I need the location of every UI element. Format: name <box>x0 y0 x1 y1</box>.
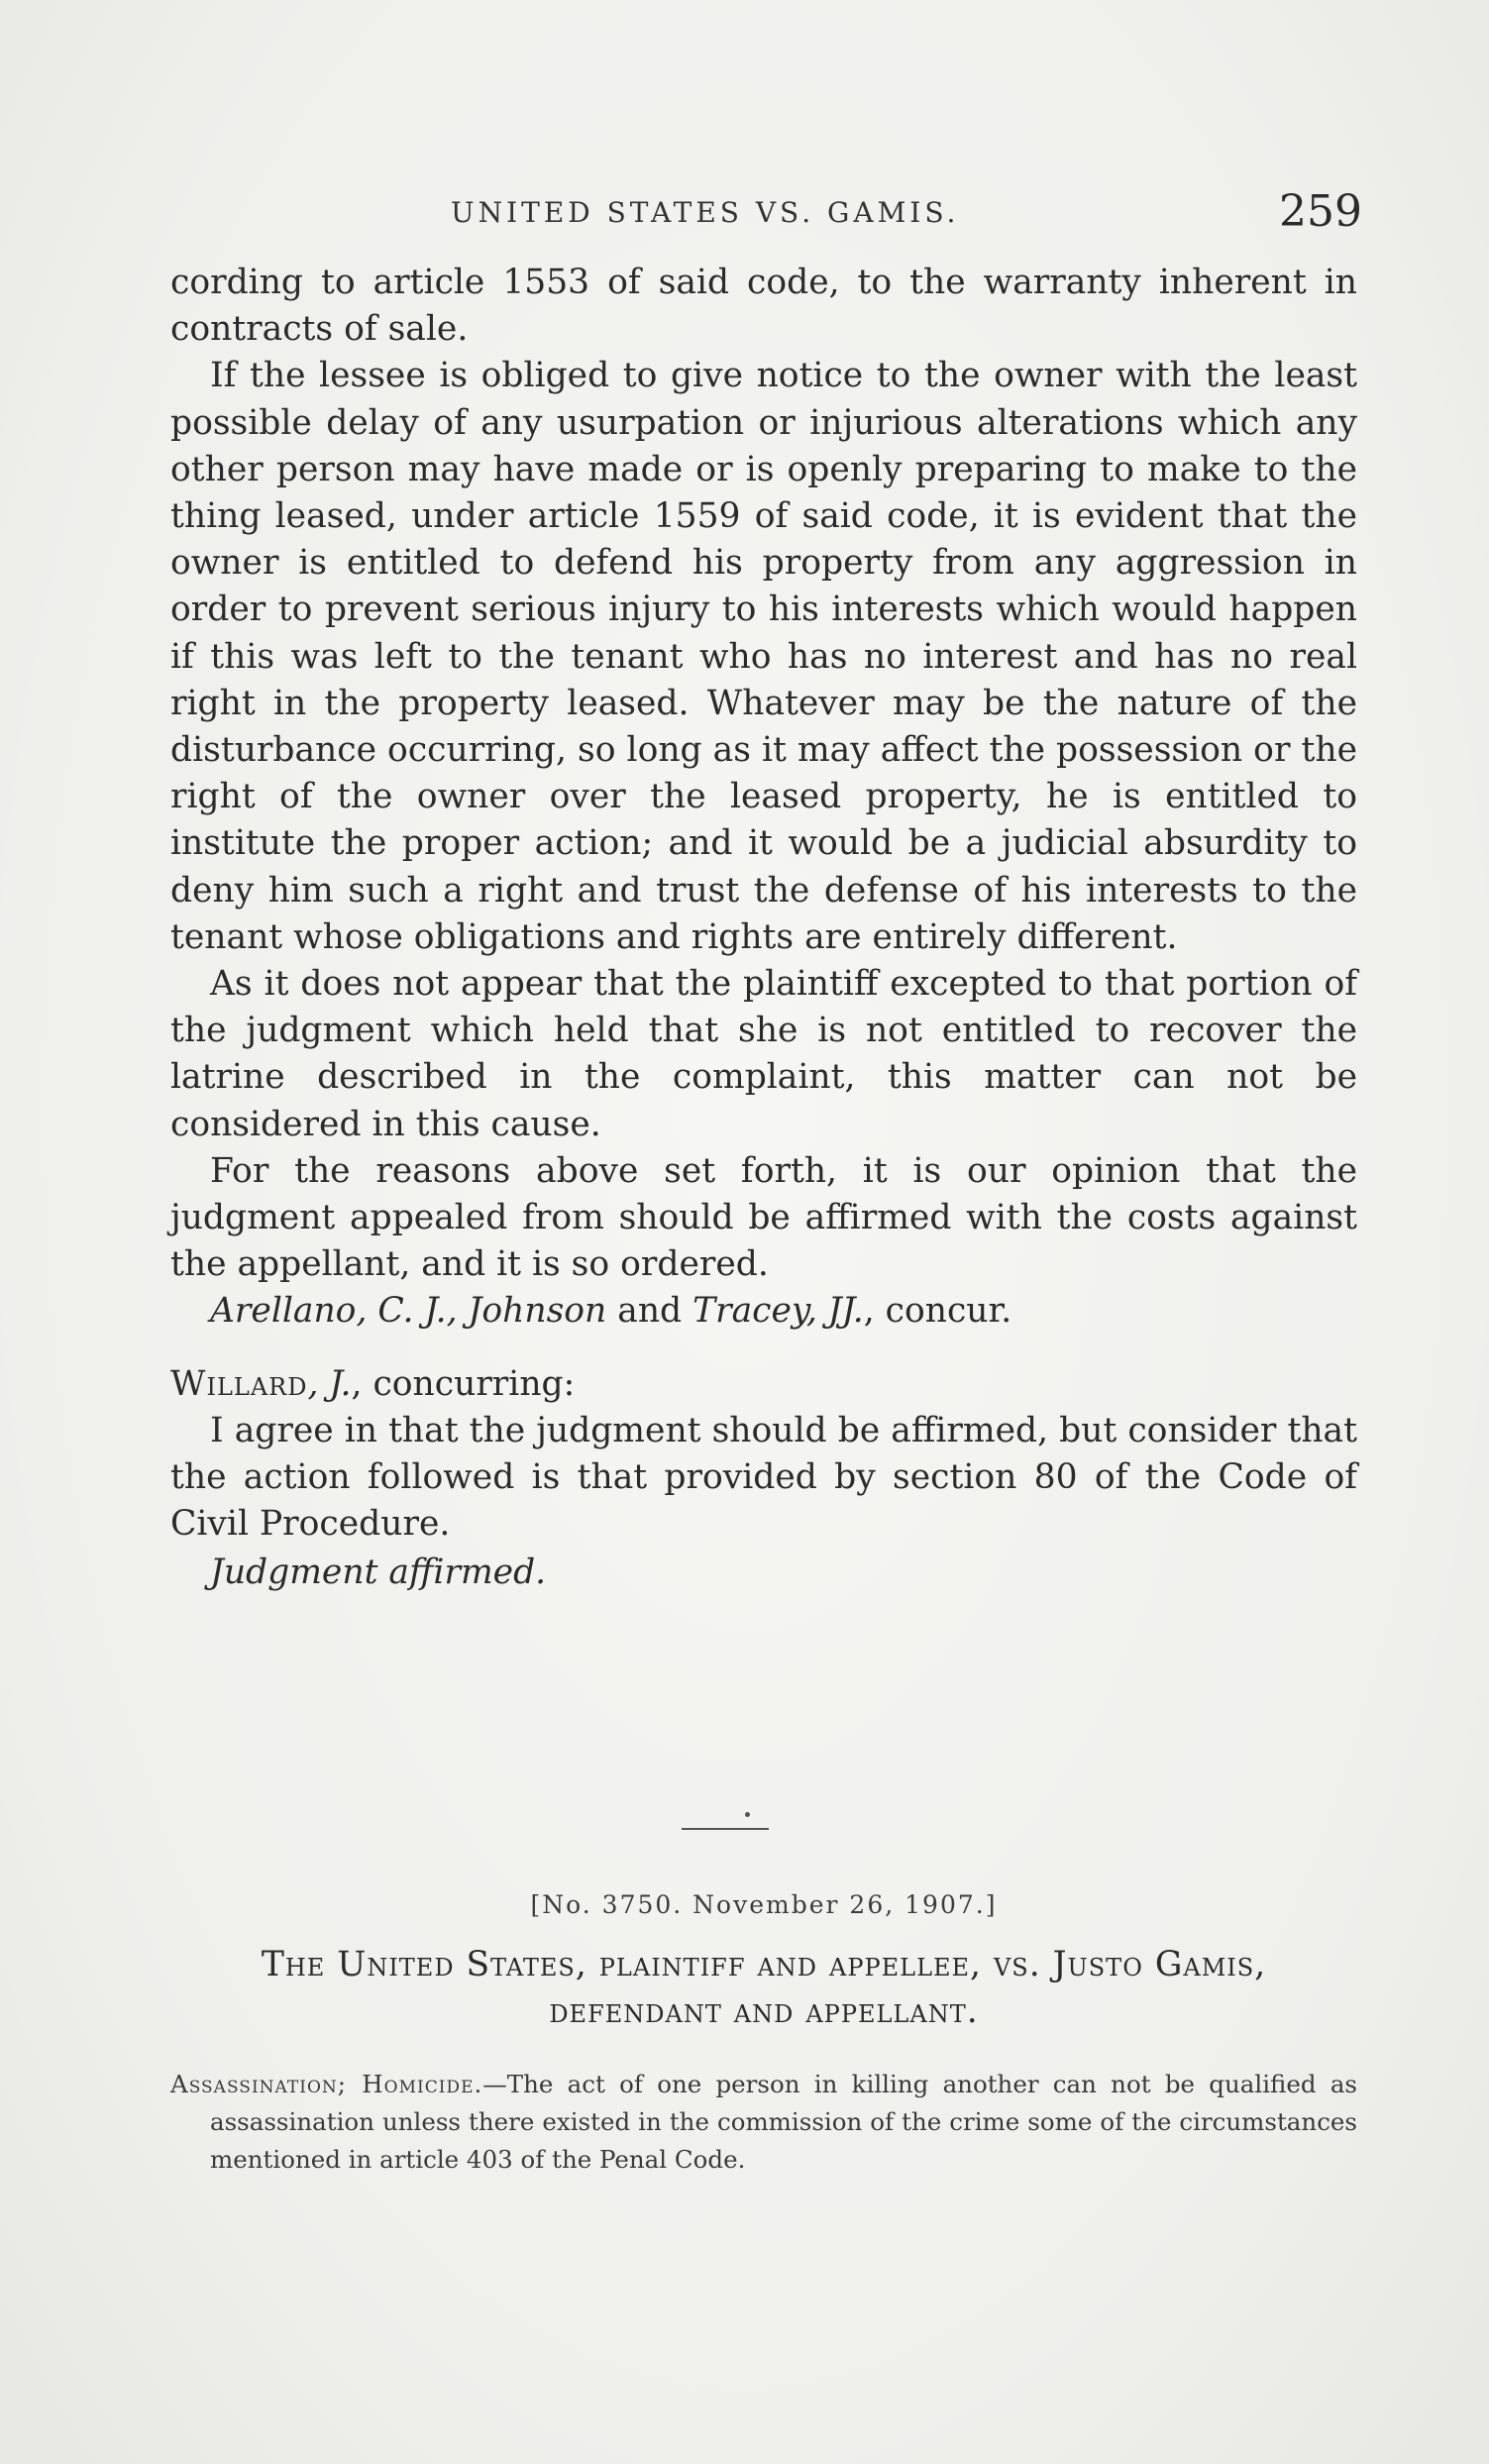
concurring-judges-1: Arellano, C. J., Johnson <box>210 1291 607 1332</box>
concur-and: and <box>606 1291 693 1332</box>
judgment-line: Judgment affirmed. <box>210 1553 547 1593</box>
headnote-text: —The act of one person in killing another can not be qualified as assassination unless there existed in the commission of the crime some of the circumstances mentioned in article 403 of the Penal Code. <box>210 2070 1357 2174</box>
justice-title: , J. <box>307 1363 352 1404</box>
case-title: The United States, plaintiff and appellee, vs. Justo Gamis, defendant and appellant. <box>261 1945 1267 2031</box>
section-separator <box>682 1828 769 1830</box>
paragraph-concurring-opinion: I agree in that the judgment should be affirmed, but consider that the action followed is that provided by section 80 of the Code of Civil Procedure. <box>170 1410 1357 1545</box>
paragraph-disposition: For the reasons above set forth, it is our opinion that the judgment appealed from should be affirmed with the costs against the appellant, and it is so ordered. <box>170 1150 1357 1285</box>
concurring-judges-2: Tracey, JJ. <box>692 1291 864 1332</box>
headnote-paragraph <box>170 2066 1357 2179</box>
running-head <box>228 186 1362 246</box>
paragraph-continuation: cording to article 1553 of said code, to the warranty inherent in contracts of sale. <box>170 263 1357 350</box>
concurrence-line <box>170 1288 1357 1335</box>
separate-opinion-heading <box>170 1361 1357 1408</box>
concur-verb: , concur. <box>863 1291 1012 1332</box>
paragraph-latrine: As it does not appear that the plaintiff excepted to that portion of the judgment which held that she is not entitled to recover the latrine described in the complaint, this matter can not be considered in this cause. <box>170 964 1357 1144</box>
paragraph-lessee-notice: If the lessee is obliged to give notice to the owner with the least possible delay of any usurpation or injurious alterations which any other person may have made or is openly preparing to make to the thing leased, under article 1559 of said code, it is evident that the owner is entitled to defend his property from any aggression in order to prevent serious injury to his interests which would happen if this was left to the tenant who has no interest and has no real right in the property leased. Whatever may be the nature of the disturbance occurring, so long as it may affect the possession or the right of the owner over the leased property, he is entitled to institute the proper action; and it would be a judicial absurdity to deny him such a right and trust the defense of his interests to the tenant whose obligations and rights are entirely different. <box>170 356 1357 957</box>
opinion-body <box>170 260 1357 1597</box>
justice-name: Willard <box>170 1363 308 1404</box>
running-title: UNITED STATES VS. GAMIS. <box>451 196 960 229</box>
headnote <box>170 2066 1357 2179</box>
case-number-date: [No. 3750. November 26, 1907.] <box>530 1890 998 1919</box>
headnote-label: Assassination; Homicide. <box>170 2070 483 2098</box>
separator-dot <box>745 1812 750 1817</box>
page-number: 259 <box>1279 186 1362 237</box>
opinion-type: , concurring: <box>351 1363 576 1404</box>
